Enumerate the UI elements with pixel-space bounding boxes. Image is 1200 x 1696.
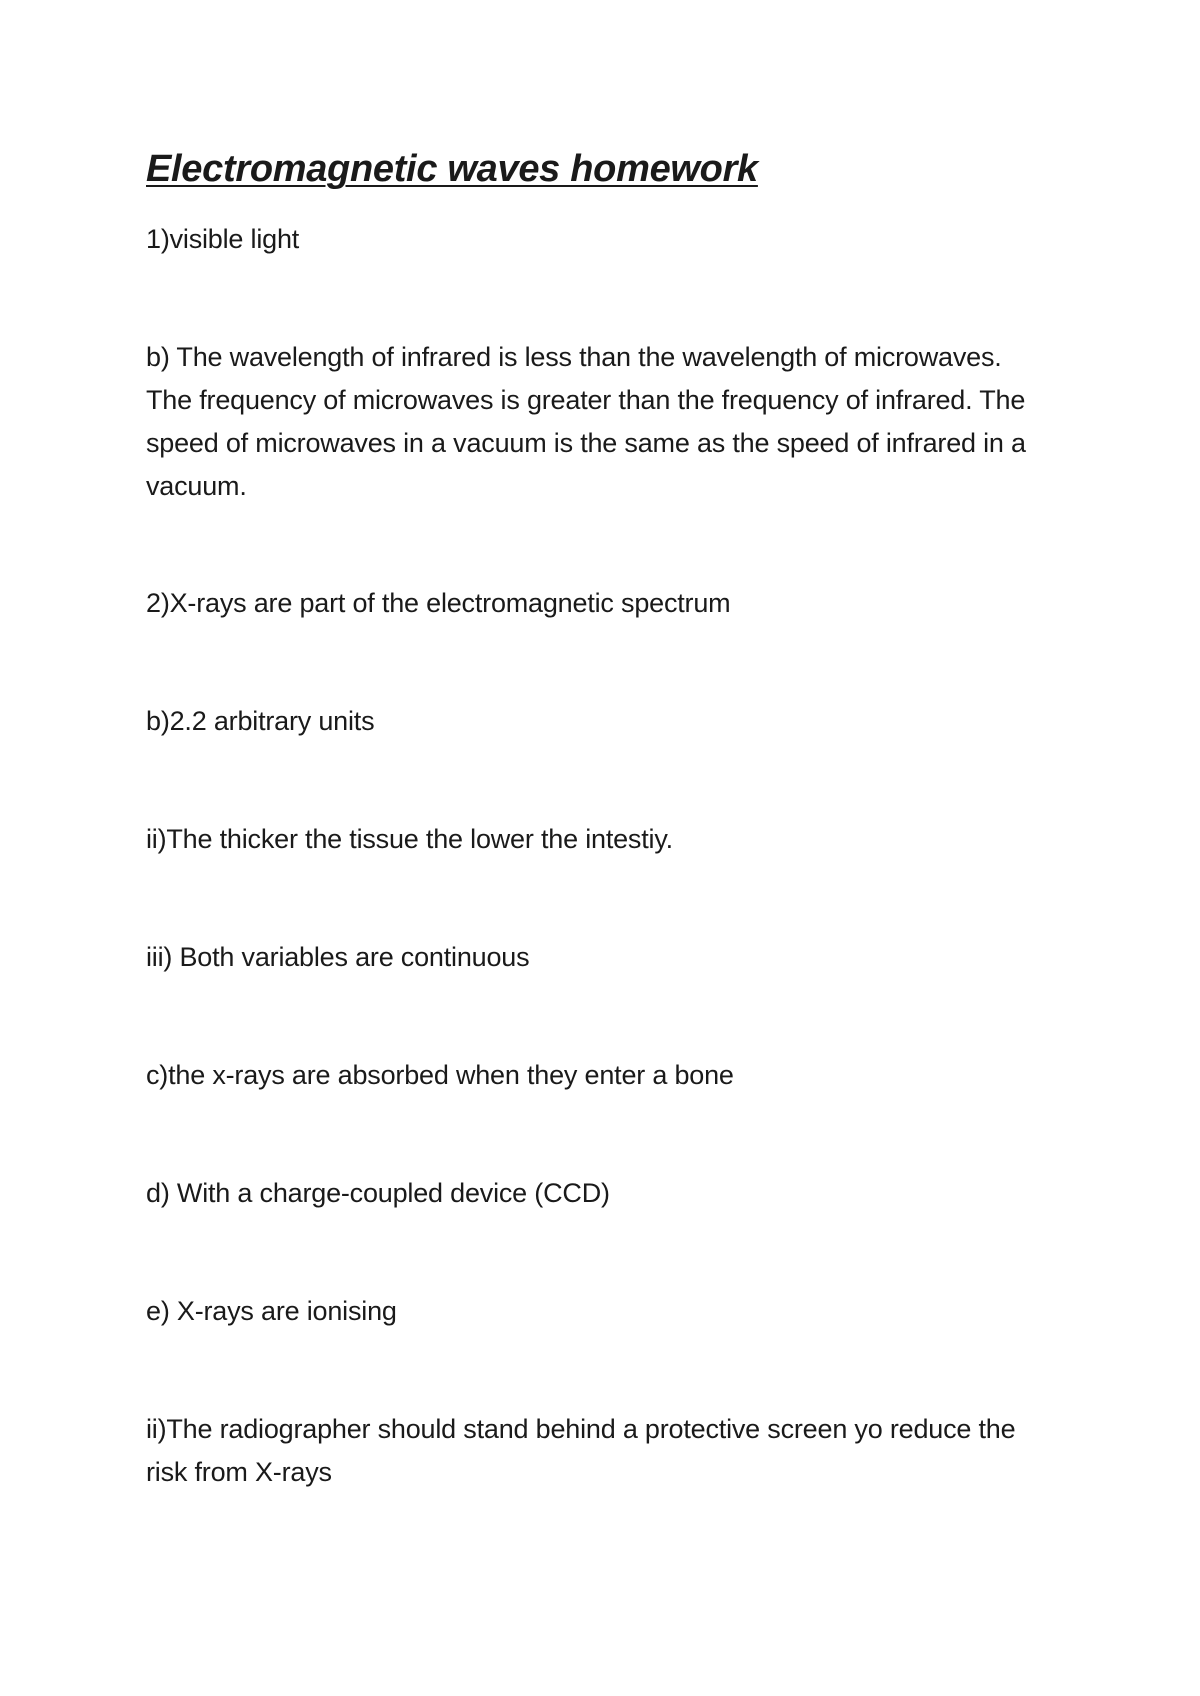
answer-1: 1)visible light	[146, 224, 300, 254]
answer-2c: c)the x-rays are absorbed when they enter a bone	[146, 1060, 734, 1090]
answer-2e-ii: ii)The radiographer should stand behind a protective screen yo reduce the risk from X-rays	[146, 1414, 1016, 1487]
answer-2e: e) X-rays are ionising	[146, 1296, 397, 1326]
answer-2b-iii: iii) Both variables are continuous	[146, 942, 530, 972]
document-title: Electromagnetic waves homework	[146, 148, 758, 190]
answer-2b: b)2.2 arbitrary units	[146, 706, 375, 736]
answer-2: 2)X-rays are part of the electromagnetic spectrum	[146, 588, 731, 618]
answer-1b: b) The wavelength of infrared is less than the wavelength of microwaves. The frequency of microwaves is greater than the frequency of infrared. The speed of microwaves in a vacuum is the same as the speed of infrared in a vacuum.	[146, 342, 1026, 501]
answer-2b-ii: ii)The thicker the tissue the lower the intestiy.	[146, 824, 673, 854]
answer-2d: d) With a charge-coupled device (CCD)	[146, 1178, 610, 1208]
